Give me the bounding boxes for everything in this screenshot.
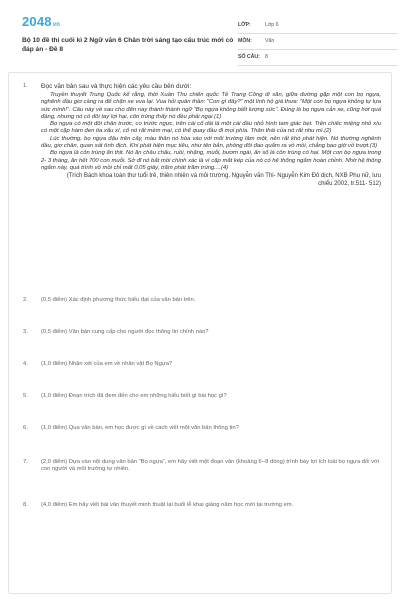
question-text: (4,0 điểm) Em hãy viết bài văn thuyết minh thuật lại buổi lễ khai giảng năm học mới tại trường em.: [41, 502, 294, 508]
meta-value-class: Lớp 6: [265, 22, 279, 28]
question-number: 3.: [23, 329, 28, 335]
site-logo[interactable]: [22, 14, 60, 29]
question-text: (1,0 điểm) Đoạn trích đã đem đến cho em những hiểu biết gì bài học gì?: [41, 393, 227, 399]
passage-paragraph-2: Bọ ngựa có một đôi chân trước, co trước ngực, trên cái cổ dài là một cái đầu nhỏ hình tam giác bẹt. Trên chiếc miệng nhỏ xíu có một cặp hàm đen tia xẩu xí, cổ nó rất mềm mại, có thể quay đầu đi mọi phía. Thân thái của nó rất nhu mì.(2): [41, 121, 381, 135]
passage-paragraph-4: Bọ ngựa là côn trùng ăn thịt. Nó ăn châu chấu, ruồi, nhặng, muỗi, bươm ngài, ẩn số là côn trùng có hại. Một con bọ ngựa trong 2- 3 tháng, ăn hết 700 con muỗi. Sở dĩ nó bắt mồi chính xác là vì cặp mắt kép của nó có hệ thống ngắm hoàn chỉnh. Nhờ hệ thống ngắm này, quá trình vồ mồi chỉ mất 0,05 giây, trăm phát trăm trúng....(4): [41, 150, 381, 171]
question-text: (0,5 điểm) Văn bản cung cấp cho người đọc thông tin chính nào?: [41, 329, 209, 335]
reading-passage: [41, 92, 381, 172]
passage-paragraph-1: Truyền thuyết Trung Quốc kể rằng, thời Xuân Thu chiến quốc Tề Trang Công đi săn, giữa đường gặp một con bọ ngựa, nghênh đầu giơ càng ra để chặn xe vua lại. Vua hỏi quân thần: “Con gì đấy?” một lính hộ giá thưa: “Một con bọ ngựa không tự lựa sức mình!”. Câu này về sau cho đến nay thành thành ngữ “Bọ ngựa không biết lượng sức”. Đúng là bọ ngựa cản xe, cũng hơi quá đáng, nhưng nó có đôi tay lợi hại, côn trùng thấy nó đều phải ngại.(1): [41, 92, 381, 120]
passage-paragraph-3: Lúc thường, bọ ngựa đậu trên cây, màu thân nó hòa vào với môi trường lâm một, nên rất khó phát hiện. Nó thường nghênh đầu, giơ chân, quan sát tình địch. Khi phát hiện mục tiêu, như tên bắn, phóng đôi đao quắm ra vồ mồi, chẳng bao giờ vồ trượt.(3): [41, 135, 381, 150]
question-number: 7.: [23, 459, 28, 465]
logo-text: 2048: [22, 14, 52, 29]
question-1-body: [41, 83, 381, 188]
question-number: 2.: [23, 297, 28, 303]
question-number: 4.: [23, 361, 28, 367]
meta-row-subject: [238, 34, 398, 50]
meta-label-subject: MÔN:: [238, 38, 252, 44]
passage-citation: (Trích Bách khoa toàn thư tuổi trẻ, thiên nhiên và môi trường, Nguyễn văn Thi- Nguyễn Kim Đô dịch, NXB Phụ nữ, lưu chiểu 2002, tr.511- 512): [66, 173, 381, 187]
exam-title: Bộ 10 đề thi cuối kì 2 Ngữ văn 6 Chân trời sáng tạo cấu trúc mới có đáp án - Đề 8: [22, 37, 234, 53]
question-number: 6.: [23, 425, 28, 431]
question-sheet: [8, 72, 392, 594]
meta-row-question-count: [238, 50, 398, 66]
question-text: (1,0 điểm) Qua văn bản, em học được gì về cách viết một văn bản thông tin?: [41, 425, 239, 431]
exam-meta-table: [238, 18, 398, 66]
question-number: 5.: [23, 393, 28, 399]
meta-label-question-count: SỐ CÂU:: [238, 54, 260, 60]
question-number: 1.: [23, 83, 28, 89]
meta-label-class: LỚP:: [238, 22, 251, 28]
question-text: (2,0 điểm) Dựa vào nội dung văn bản “Bọ ngựa”, em hãy viết một đoạn văn (khoảng 6−8 dòng) trình bày lợi ích loài bọ ngựa đối với con người và môi trường tự nhiên.: [41, 459, 380, 473]
meta-value-subject: Văn: [265, 38, 275, 44]
exam-header: [10, 8, 390, 68]
question-text: (1,0 điểm) Nhận xét của em về nhân vật Bọ Ngựa?: [41, 361, 173, 367]
question-number: 8.: [23, 502, 28, 508]
question-1-heading: Đọc văn bản sau và thực hiện các yêu cầu bên dưới:: [41, 83, 192, 90]
logo-suffix: vn: [52, 22, 61, 28]
question-text: (0,5 điểm) Xác định phương thức biểu đạt của văn bản trên.: [41, 297, 196, 303]
meta-value-question-count: 8: [265, 54, 268, 60]
meta-row-class: [238, 18, 398, 34]
